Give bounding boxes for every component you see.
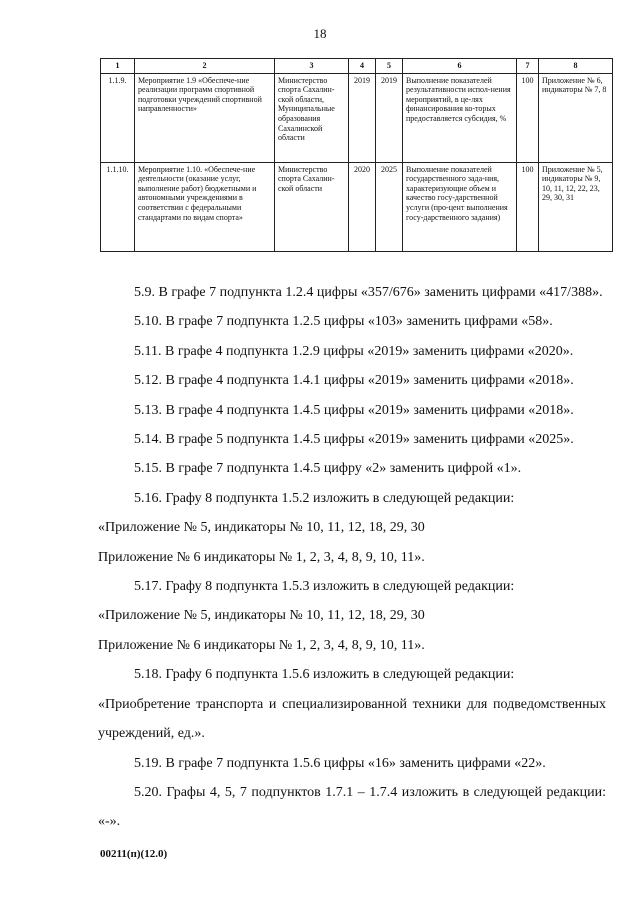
value-cell: 100: [517, 73, 539, 162]
end-year-cell: 2019: [376, 73, 403, 162]
paragraph: 5.14. В графе 5 подпункта 1.4.5 цифры «2019» заменить цифрами «2025».: [134, 432, 574, 448]
link-cell: Приложение № 6, индикаторы № 7, 8: [539, 73, 613, 162]
quoted-line: «Приложение № 5, индикаторы № 10, 11, 12, 18, 29, 30: [98, 520, 425, 536]
end-year-cell: 2025: [376, 162, 403, 251]
value-cell: 100: [517, 162, 539, 251]
paragraph: 5.19. В графе 7 подпункта 1.5.6 цифры «16» заменить цифрами «22».: [134, 755, 546, 771]
paragraph: 5.13. В графе 4 подпункта 1.4.5 цифры «2019» заменить цифрами «2018».: [134, 402, 574, 418]
quoted-line: Приложение № 6 индикаторы № 1, 2, 3, 4, 8, 9, 10, 11».: [98, 549, 425, 565]
quoted-line: «Приложение № 5, индикаторы № 10, 11, 12, 18, 29, 30: [98, 608, 425, 624]
table-header-row: [101, 59, 613, 74]
start-year-cell: 2019: [349, 73, 376, 162]
executor-cell: Министерство спорта Сахалин-ской области, Муниципальные образования Сахалинской области: [275, 73, 349, 162]
link-cell: Приложение № 5, индикаторы № 9, 10, 11, 12, 22, 23, 29, 30, 31: [539, 162, 613, 251]
paragraph: 5.12. В графе 4 подпункта 1.4.1 цифры «2019» заменить цифрами «2018».: [134, 373, 574, 389]
start-year-cell: 2020: [349, 162, 376, 251]
row-number-cell: 1.1.10.: [101, 162, 135, 251]
page-number: 18: [313, 26, 327, 41]
quoted-line: Приложение № 6 индикаторы № 1, 2, 3, 4, 8, 9, 10, 11».: [98, 637, 425, 653]
result-cell: Выполнение показателей результативности испол-нения мероприятий, в це-лях финансирования ко-торых предоставляется субсидия, %: [403, 73, 517, 162]
activity-cell: Мероприятие 1.9 «Обеспече-ние реализации программ спортивной подготовки учреждений спортивной направленности»: [135, 73, 275, 162]
column-header: 6: [403, 59, 517, 74]
table-row: [101, 73, 613, 162]
executor-cell: Министерство спорта Сахалин-ской области: [275, 162, 349, 251]
quoted-line: «Приобретение транспорта и специализированной техники для подведомственных учреждений, ед.».: [98, 696, 606, 742]
paragraph: 5.9. В графе 7 подпункта 1.2.4 цифры «357/676» заменить цифрами «417/388».: [134, 285, 603, 300]
column-header: 2: [135, 59, 275, 74]
paragraph: 5.18. Графу 6 подпункта 1.5.6 изложить в следующей редакции:: [134, 667, 515, 683]
document-code: 00211(п)(12.0): [100, 848, 168, 860]
column-header: 7: [517, 59, 539, 74]
paragraph: 5.11. В графе 4 подпункта 1.2.9 цифры «2019» заменить цифрами «2020».: [134, 343, 574, 359]
column-header: 4: [349, 59, 376, 74]
row-number-cell: 1.1.9.: [101, 73, 135, 162]
column-header: 1: [101, 59, 135, 74]
result-cell: Выполнение показателей государственного зада-ния, характеризующие объем и качество госу-дарственной услуги (про-цент выполнения госу-дарственного задания): [403, 162, 517, 251]
column-header: 5: [376, 59, 403, 74]
amendment-paragraphs: [98, 278, 606, 837]
paragraph: 5.16. Графу 8 подпункта 1.5.2 изложить в следующей редакции:: [134, 490, 515, 506]
activity-cell: Мероприятие 1.10. «Обеспече-ние деятельности (оказание услуг, выполнение работ) бюджетными и автономными учреждениями в соответствии с федеральными стандартами по видам спорта»: [135, 162, 275, 251]
paragraph: 5.15. В графе 7 подпункта 1.4.5 цифру «2» заменить цифрой «1».: [134, 461, 522, 477]
paragraph: 5.10. В графе 7 подпункта 1.2.5 цифры «103» заменить цифрами «58».: [134, 314, 553, 330]
paragraph: 5.17. Графу 8 подпункта 1.5.3 изложить в следующей редакции:: [134, 579, 515, 595]
amendment-table: [100, 58, 613, 252]
table-row: [101, 162, 613, 251]
column-header: 3: [275, 59, 349, 74]
paragraph: 5.20. Графы 4, 5, 7 подпунктов 1.7.1 – 1.7.4 изложить в следующей редакции: «-».: [98, 784, 606, 830]
column-header: 8: [539, 59, 613, 74]
